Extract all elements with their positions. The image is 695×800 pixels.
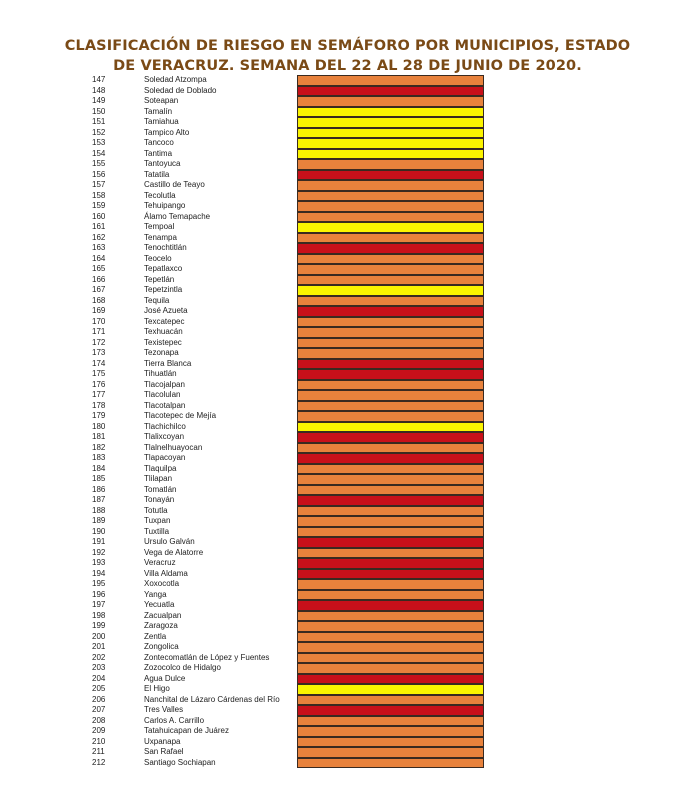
table-row: [92, 485, 492, 496]
table-row: [92, 369, 492, 380]
table-row: [92, 516, 492, 527]
table-row: [92, 359, 492, 370]
municipality-name: Tlacojalpan: [144, 379, 185, 389]
municipality-name: Tecolutla: [144, 190, 176, 200]
risk-color-cell: [297, 516, 484, 527]
table-row: [92, 254, 492, 265]
municipality-number: 148: [92, 85, 106, 95]
risk-color-cell: [297, 537, 484, 548]
municipality-number: 176: [92, 379, 106, 389]
municipality-name: José Azueta: [144, 306, 188, 315]
municipality-number: 161: [92, 222, 106, 231]
municipality-number: 160: [92, 211, 106, 221]
risk-color-cell: [297, 506, 484, 517]
table-row: [92, 390, 492, 401]
risk-color-cell: [297, 590, 484, 601]
municipality-number: 188: [92, 505, 106, 515]
municipality-number: 191: [92, 537, 106, 546]
municipality-number: 152: [92, 127, 106, 137]
municipality-number: 195: [92, 579, 106, 588]
risk-color-cell: [297, 621, 484, 632]
table-row: [92, 432, 492, 443]
table-row: [92, 695, 492, 706]
municipality-number: 167: [92, 285, 106, 294]
risk-color-cell: [297, 548, 484, 559]
municipality-name: Tepetzintla: [144, 285, 183, 294]
municipality-name: Tampico Alto: [144, 127, 190, 137]
risk-color-cell: [297, 663, 484, 674]
risk-color-cell: [297, 653, 484, 664]
municipality-name: Castillo de Teayo: [144, 180, 205, 189]
risk-color-cell: [297, 695, 484, 706]
municipality-number: 201: [92, 642, 106, 651]
risk-color-cell: [297, 632, 484, 643]
municipality-number: 173: [92, 348, 106, 357]
municipality-number: 210: [92, 736, 106, 746]
risk-color-cell: [297, 558, 484, 569]
municipality-name: Tomatlán: [144, 484, 177, 494]
table-row: [92, 495, 492, 506]
risk-color-cell: [297, 464, 484, 475]
municipality-number: 164: [92, 253, 106, 263]
municipality-number: 169: [92, 306, 106, 315]
municipality-name: Tatatila: [144, 169, 170, 179]
municipality-name: Tepetlán: [144, 274, 175, 284]
table-row: [92, 506, 492, 517]
municipality-number: 183: [92, 453, 106, 462]
municipality-name: Xoxocotla: [144, 579, 180, 588]
table-row: [92, 653, 492, 664]
municipality-name: Tenochtitlán: [144, 243, 187, 252]
municipality-number: 175: [92, 369, 106, 378]
municipality-name: Yecuatla: [144, 600, 175, 609]
municipality-number: 172: [92, 337, 106, 347]
municipality-name: Totutla: [144, 505, 168, 515]
risk-color-cell: [297, 348, 484, 359]
municipality-number: 170: [92, 316, 106, 326]
risk-color-cell: [297, 401, 484, 412]
municipality-name: Tequila: [144, 295, 170, 305]
risk-color-cell: [297, 485, 484, 496]
table-row: [92, 632, 492, 643]
table-row: [92, 306, 492, 317]
municipality-name: Texhuacán: [144, 327, 183, 336]
municipality-name: Tlaquilpa: [144, 463, 177, 473]
municipality-name: Villa Aldama: [144, 568, 188, 578]
municipality-name: Tantima: [144, 148, 173, 158]
risk-color-cell: [297, 107, 484, 118]
municipality-number: 179: [92, 411, 106, 420]
table-row: [92, 453, 492, 464]
table-row: [92, 75, 492, 86]
risk-color-cell: [297, 86, 484, 97]
municipality-number: 203: [92, 663, 106, 672]
table-row: [92, 86, 492, 97]
risk-color-cell: [297, 117, 484, 128]
table-row: [92, 590, 492, 601]
municipality-number: 185: [92, 474, 106, 483]
municipality-number: 194: [92, 568, 106, 578]
municipality-number: 157: [92, 180, 106, 189]
municipality-number: 156: [92, 169, 106, 179]
table-row: [92, 569, 492, 580]
table-row: [92, 191, 492, 202]
table-row: [92, 222, 492, 233]
table-row: [92, 338, 492, 349]
risk-color-cell: [297, 338, 484, 349]
table-row: [92, 474, 492, 485]
municipality-name: Tihuatlán: [144, 369, 177, 378]
risk-color-cell: [297, 411, 484, 422]
risk-color-cell: [297, 432, 484, 443]
municipality-name: Soteapan: [144, 96, 179, 105]
municipality-number: 159: [92, 201, 106, 210]
table-row: [92, 380, 492, 391]
table-row: [92, 149, 492, 160]
table-row: [92, 716, 492, 727]
table-row: [92, 275, 492, 286]
table-row: [92, 128, 492, 139]
municipality-name: Tezonapa: [144, 348, 179, 357]
risk-color-cell: [297, 254, 484, 265]
risk-color-cell: [297, 159, 484, 170]
municipality-number: 177: [92, 390, 106, 399]
municipality-number: 151: [92, 117, 106, 126]
table-row: [92, 663, 492, 674]
municipality-name: Tlacolulan: [144, 390, 181, 399]
risk-color-cell: [297, 306, 484, 317]
table-row: [92, 138, 492, 149]
table-row: [92, 684, 492, 695]
municipality-number: 158: [92, 190, 106, 200]
title-line-1: CLASIFICACIÓN DE RIESGO EN SEMÁFORO POR MUNICIPIOS, ESTADO: [64, 38, 631, 54]
risk-color-cell: [297, 275, 484, 286]
municipality-number: 207: [92, 705, 106, 714]
municipality-name: Texcatepec: [144, 316, 185, 326]
risk-color-cell: [297, 684, 484, 695]
municipality-number: 147: [92, 75, 106, 84]
municipality-number: 165: [92, 264, 106, 273]
risk-color-cell: [297, 317, 484, 328]
municipality-name: Zaragoza: [144, 621, 178, 630]
municipality-number: 182: [92, 442, 106, 452]
table-row: [92, 96, 492, 107]
risk-color-cell: [297, 359, 484, 370]
risk-color-cell: [297, 495, 484, 506]
table-row: [92, 117, 492, 128]
municipality-number: 178: [92, 400, 106, 410]
risk-color-cell: [297, 243, 484, 254]
municipality-name: San Rafael: [144, 747, 184, 756]
risk-color-cell: [297, 674, 484, 685]
risk-color-cell: [297, 747, 484, 758]
municipality-number: 208: [92, 715, 106, 725]
municipality-number: 168: [92, 295, 106, 305]
page-title: [0, 36, 695, 76]
municipality-number: 154: [92, 148, 106, 158]
municipality-name: Tonayán: [144, 495, 175, 504]
table-row: [92, 674, 492, 685]
municipality-name: Veracruz: [144, 558, 176, 567]
municipality-number: 202: [92, 652, 106, 662]
municipality-name: Uxpanapa: [144, 736, 181, 746]
municipality-name: Tehuipango: [144, 201, 186, 210]
table-row: [92, 264, 492, 275]
risk-color-cell: [297, 75, 484, 86]
risk-color-cell: [297, 474, 484, 485]
municipality-name: Tantoyuca: [144, 159, 181, 168]
municipality-name: Texistepec: [144, 337, 182, 347]
municipality-name: Santiago Sochiapan: [144, 757, 216, 767]
table-row: [92, 317, 492, 328]
municipality-number: 162: [92, 232, 106, 242]
municipality-number: 149: [92, 96, 106, 105]
risk-color-cell: [297, 611, 484, 622]
municipality-name: Tancoco: [144, 138, 174, 147]
municipality-number: 211: [92, 747, 105, 756]
municipality-number: 197: [92, 600, 106, 609]
risk-color-cell: [297, 96, 484, 107]
municipality-number: 189: [92, 516, 106, 525]
table-row: [92, 401, 492, 412]
municipality-number: 212: [92, 757, 106, 767]
municipality-number: 181: [92, 432, 106, 441]
municipality-name: Tempoal: [144, 222, 175, 231]
municipality-name: Soledad de Doblado: [144, 85, 217, 95]
municipality-name: Vega de Alatorre: [144, 547, 204, 557]
table-row: [92, 600, 492, 611]
risk-color-cell: [297, 726, 484, 737]
table-row: [92, 579, 492, 590]
risk-color-cell: [297, 569, 484, 580]
table-row: [92, 611, 492, 622]
municipality-number: 171: [92, 327, 106, 336]
municipality-name: Tamiahua: [144, 117, 179, 126]
table-row: [92, 726, 492, 737]
risk-color-cell: [297, 285, 484, 296]
risk-color-cell: [297, 443, 484, 454]
table-row: [92, 464, 492, 475]
table-row: [92, 621, 492, 632]
municipality-name: Tlalnelhuayocan: [144, 442, 203, 452]
table-row: [92, 422, 492, 433]
municipality-name: Zentla: [144, 631, 167, 641]
risk-color-cell: [297, 201, 484, 212]
municipality-number: 174: [92, 358, 106, 368]
municipality-name: El Higo: [144, 684, 170, 693]
risk-color-cell: [297, 642, 484, 653]
risk-color-cell: [297, 390, 484, 401]
municipality-name: Tuxtilla: [144, 526, 170, 536]
risk-color-cell: [297, 138, 484, 149]
municipality-name: Tierra Blanca: [144, 358, 192, 368]
municipality-name: Yanga: [144, 589, 167, 599]
municipality-number: 187: [92, 495, 106, 504]
municipality-name: Tatahuicapan de Juárez: [144, 726, 229, 735]
table-row: [92, 170, 492, 181]
municipality-name: Tlachichilco: [144, 421, 186, 431]
municipality-name: Tuxpan: [144, 516, 171, 525]
municipality-number: 206: [92, 694, 106, 704]
table-row: [92, 233, 492, 244]
risk-color-cell: [297, 737, 484, 748]
table-row: [92, 548, 492, 559]
municipality-name: Carlos A. Carrillo: [144, 715, 205, 725]
table-row: [92, 705, 492, 716]
municipality-number: 155: [92, 159, 106, 168]
title-line-2: DE VERACRUZ. SEMANA DEL 22 AL 28 DE JUNIO DE 2020.: [113, 58, 582, 74]
municipality-number: 198: [92, 610, 106, 620]
municipality-number: 153: [92, 138, 106, 147]
risk-color-cell: [297, 380, 484, 391]
risk-color-cell: [297, 191, 484, 202]
municipality-number: 192: [92, 547, 106, 557]
risk-color-cell: [297, 600, 484, 611]
table-row: [92, 537, 492, 548]
municipality-number: 193: [92, 558, 106, 567]
risk-color-cell: [297, 264, 484, 275]
municipality-name: Zontecomatlán de López y Fuentes: [144, 652, 270, 662]
municipality-name: Nanchital de Lázaro Cárdenas del Río: [144, 694, 280, 704]
risk-color-cell: [297, 579, 484, 590]
risk-color-cell: [297, 327, 484, 338]
risk-table: [92, 75, 492, 768]
table-row: [92, 737, 492, 748]
risk-color-cell: [297, 369, 484, 380]
table-row: [92, 348, 492, 359]
municipality-name: Teocelo: [144, 253, 172, 263]
risk-color-cell: [297, 453, 484, 464]
risk-color-cell: [297, 527, 484, 538]
table-row: [92, 201, 492, 212]
table-row: [92, 747, 492, 758]
municipality-number: 184: [92, 463, 106, 473]
municipality-name: Ursulo Galván: [144, 537, 195, 546]
municipality-name: Agua Dulce: [144, 673, 186, 683]
municipality-name: Tamalín: [144, 106, 173, 116]
table-row: [92, 758, 492, 769]
municipality-name: Tlalixcoyan: [144, 432, 185, 441]
municipality-name: Zongolica: [144, 642, 179, 651]
risk-color-cell: [297, 149, 484, 160]
municipality-number: 199: [92, 621, 106, 630]
risk-color-cell: [297, 716, 484, 727]
municipality-name: Tepatlaxco: [144, 264, 183, 273]
table-row: [92, 285, 492, 296]
table-row: [92, 411, 492, 422]
risk-color-cell: [297, 705, 484, 716]
table-row: [92, 527, 492, 538]
municipality-number: 180: [92, 421, 106, 431]
table-row: [92, 180, 492, 191]
municipality-name: Álamo Temapache: [144, 211, 211, 221]
table-row: [92, 642, 492, 653]
municipality-number: 190: [92, 526, 106, 536]
table-row: [92, 296, 492, 307]
municipality-number: 200: [92, 631, 106, 641]
risk-color-cell: [297, 758, 484, 769]
municipality-number: 163: [92, 243, 106, 252]
risk-color-cell: [297, 170, 484, 181]
table-row: [92, 243, 492, 254]
municipality-number: 186: [92, 484, 106, 494]
municipality-name: Tenampa: [144, 232, 177, 242]
risk-color-cell: [297, 180, 484, 191]
table-row: [92, 327, 492, 338]
risk-color-cell: [297, 233, 484, 244]
risk-color-cell: [297, 422, 484, 433]
risk-color-cell: [297, 212, 484, 223]
table-row: [92, 443, 492, 454]
municipality-number: 204: [92, 673, 106, 683]
municipality-name: Tlilapan: [144, 474, 173, 483]
table-row: [92, 558, 492, 569]
municipality-name: Tlacotepec de Mejía: [144, 411, 217, 420]
municipality-number: 166: [92, 274, 106, 284]
risk-color-cell: [297, 222, 484, 233]
municipality-number: 150: [92, 106, 106, 116]
table-row: [92, 212, 492, 223]
table-row: [92, 107, 492, 118]
municipality-number: 196: [92, 589, 106, 599]
table-row: [92, 159, 492, 170]
municipality-name: Tlacotalpan: [144, 400, 186, 410]
municipality-name: Soledad Atzompa: [144, 75, 207, 84]
risk-color-cell: [297, 296, 484, 307]
municipality-name: Zozocolco de Hidalgo: [144, 663, 221, 672]
municipality-name: Tlapacoyan: [144, 453, 186, 462]
risk-color-cell: [297, 128, 484, 139]
municipality-number: 205: [92, 684, 106, 693]
municipality-number: 209: [92, 726, 106, 735]
municipality-name: Tres Valles: [144, 705, 184, 714]
municipality-name: Zacualpan: [144, 610, 182, 620]
